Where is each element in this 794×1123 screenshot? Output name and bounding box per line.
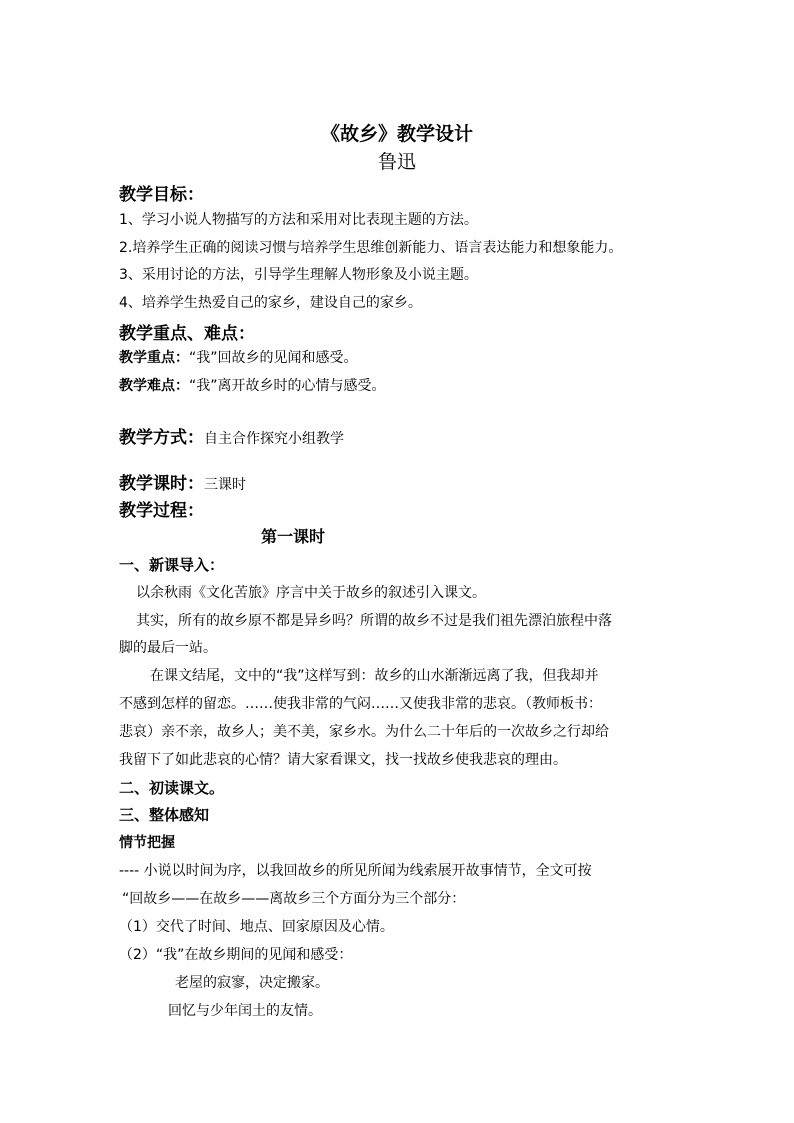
focus-text: “我”回故乡的见闻和感受。 bbox=[189, 350, 358, 366]
section1-paragraph-line: 悲哀）亲不亲，故乡人；美不美，家乡水。为什么二十年后的一次故乡之行却给 bbox=[119, 724, 609, 740]
objectives-heading: 教学目标： bbox=[119, 185, 204, 205]
section3-line: 回忆与少年闰土的友情。 bbox=[168, 1003, 322, 1019]
hours-text: 三课时 bbox=[204, 477, 246, 493]
difficulty-text: “我”离开故乡时的心情与感受。 bbox=[189, 378, 386, 394]
key-points-heading: 教学重点、难点： bbox=[119, 324, 255, 344]
difficulty-label: 教学难点： bbox=[119, 378, 189, 394]
section3-line: ---- 小说以时间为序，以我回故乡的所见所闻为线索展开故事情节，全文可按 bbox=[119, 863, 592, 879]
section3-line: （2）“我”在故乡期间的见闻和感受： bbox=[119, 947, 353, 963]
document-title: 《故乡》教学设计 bbox=[320, 123, 473, 145]
objective-item: 1、学习小说人物描写的方法和采用对比表现主题的方法。 bbox=[119, 212, 478, 228]
focus-line bbox=[119, 347, 358, 367]
focus-label: 教学重点： bbox=[119, 350, 189, 366]
section1-heading: 一、新课导入： bbox=[119, 556, 225, 574]
section2-heading: 二、初读课文。 bbox=[119, 779, 225, 797]
section1-paragraph-line: 在课文结尾，文中的“我”这样写到：故乡的山水渐渐远离了我，但我却并 bbox=[150, 668, 599, 684]
section1-paragraph-line: 我留下了如此悲哀的心情？请大家看课文，找一找故乡使我悲哀的理由。 bbox=[119, 752, 567, 768]
section1-paragraph-line: 其实，所有的故乡原不都是异乡吗？所谓的故乡不过是我们祖先漂泊旅程中落 bbox=[136, 613, 612, 629]
method-label: 教学方式： bbox=[119, 428, 204, 448]
section1-paragraph-line: 脚的最后一站。 bbox=[119, 640, 217, 656]
document-author: 鲁迅 bbox=[377, 151, 416, 173]
method-line bbox=[119, 423, 344, 448]
method-text: 自主合作探究小组教学 bbox=[204, 431, 344, 447]
process-heading: 教学过程： bbox=[119, 501, 204, 521]
section3-line: “回故乡——在故乡——离故乡三个方面分为三个部分： bbox=[122, 891, 466, 907]
section1-paragraph: 以余秋雨《文化苦旅》序言中关于故乡的叙述引入课文。 bbox=[136, 585, 486, 601]
section3-line: 老屋的寂寥，决定搬家。 bbox=[175, 975, 329, 991]
section3-line: （1）交代了时间、地点、回家原因及心情。 bbox=[119, 919, 394, 935]
section3-subheading: 情节把握 bbox=[119, 835, 175, 851]
objective-item: 4、培养学生热爱自己的家乡，建设自己的家乡。 bbox=[119, 295, 422, 311]
section1-paragraph-line: 不感到怎样的留恋。……使我非常的气闷……又使我非常的悲哀。（教师板书： bbox=[119, 696, 602, 712]
lesson-title: 第一课时 bbox=[261, 527, 326, 546]
hours-line bbox=[119, 469, 246, 494]
objective-item: 3、采用讨论的方法，引导学生理解人物形象及小说主题。 bbox=[119, 267, 478, 283]
hours-label: 教学课时： bbox=[119, 474, 204, 494]
difficulty-line bbox=[119, 375, 386, 395]
section3-heading: 三、整体感知 bbox=[119, 806, 210, 824]
objective-item: 2.培养学生正确的阅读习惯与培养学生思维创新能力、语言表达能力和想象能力。 bbox=[119, 240, 623, 256]
